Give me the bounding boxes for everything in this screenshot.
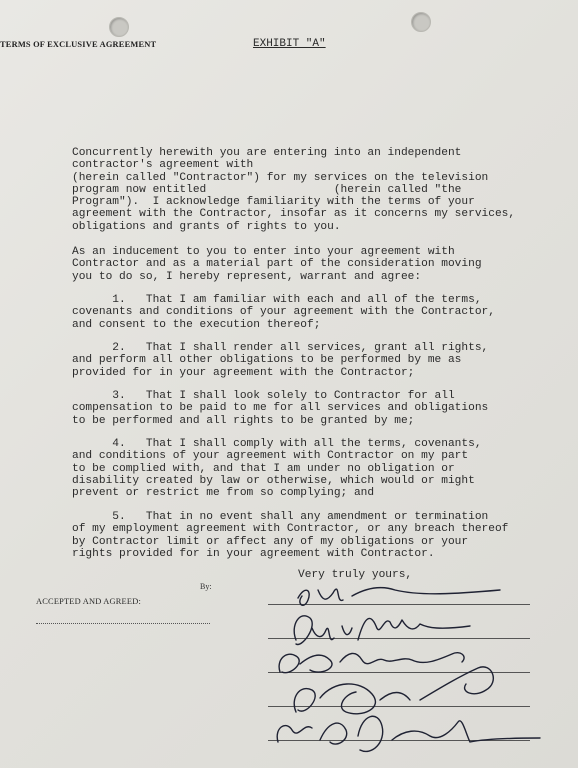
text-line: 1. That I am familiar with each and all of the terms, (72, 294, 482, 306)
text-line: 4. That I shall comply with all the terms, covenants, (72, 438, 482, 450)
text-line: and conditions of your agreement with Contractor on my part (72, 450, 469, 463)
text-line: covenants and conditions of your agreement with the Contractor, (72, 306, 495, 319)
text-line: program now entitled (herein called "the (72, 183, 462, 196)
text-line: prevent or restrict me from so complying; and (72, 487, 375, 500)
exhibit-label: EXHIBIT "A" (253, 38, 326, 50)
signature-2 (294, 616, 470, 645)
text-line: contractor's agreement with (72, 159, 254, 172)
signature-3 (279, 653, 464, 673)
text-line: Program"). I acknowledge familiarity with the terms of your (72, 196, 475, 209)
closing-salutation: Very truly yours, (298, 569, 413, 581)
text-line: 2. That I shall render all services, grant all rights, (72, 342, 489, 354)
text-line: agreement with the Contractor, insofar as it concerns my services, (72, 208, 516, 221)
text-line: and consent to the execution thereof; (72, 318, 321, 331)
accepted-and-agreed-label: ACCEPTED AND AGREED: (36, 597, 141, 606)
text-line: As an inducement to you to enter into your agreement with (72, 246, 455, 258)
by-label: By: (200, 582, 212, 591)
text-line: obligations and grants of rights to you. (72, 220, 341, 233)
text-line: you to do so, I hereby represent, warrant and agree: (72, 270, 422, 283)
text-line: provided for in your agreement with the Contractor; (72, 366, 415, 379)
text-line: and perform all other obligations to be performed by me as (72, 354, 462, 367)
text-line: to be performed and all rights to be granted by me; (72, 414, 415, 427)
signature-5 (277, 716, 540, 751)
text-line: to be complied with, and that I am under no obligation or (72, 462, 455, 475)
text-line: 5. That in no event shall any amendment or termination (72, 511, 489, 523)
signature-4 (294, 667, 493, 714)
text-line: compensation to be paid to me for all services and obligations (72, 402, 489, 415)
text-line: Concurrently herewith you are entering into an independent (72, 147, 462, 159)
header-title: TERMS OF EXCLUSIVE AGREEMENT (0, 40, 157, 49)
text-line: by Contractor limit or affect any of my obligations or your (72, 535, 469, 548)
text-line: 3. That I shall look solely to Contractor for all (72, 390, 455, 402)
text-line: Contractor and as a material part of the consideration moving (72, 258, 482, 271)
text-line: rights provided for in your agreement with Contractor. (72, 547, 435, 560)
text-line: (herein called "Contractor") for my services on the television (72, 171, 489, 184)
text-line: disability created by law or otherwise, which would or might (72, 474, 475, 487)
text-line: of my employment agreement with Contractor, or any breach thereof (72, 523, 509, 536)
signature-1 (298, 588, 500, 606)
